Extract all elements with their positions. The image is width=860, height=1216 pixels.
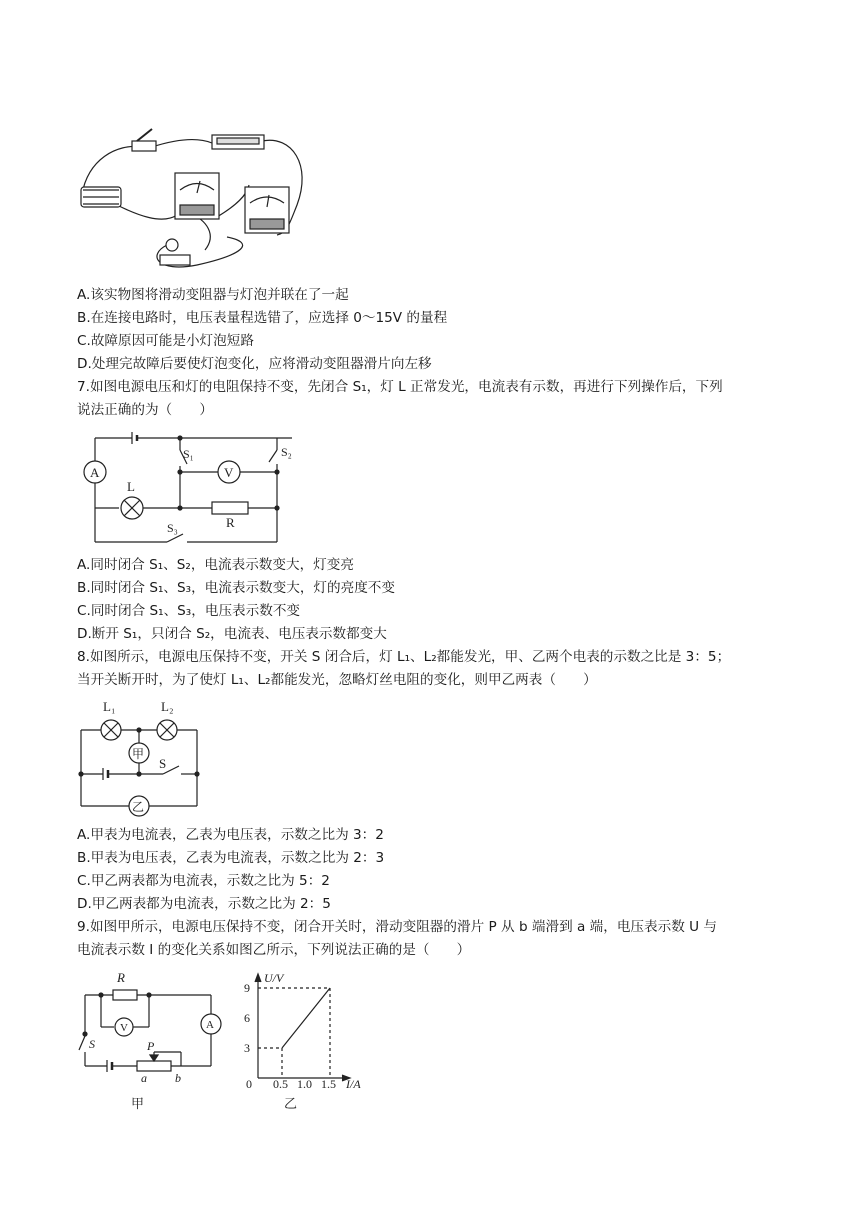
switch-s1-label: S₁: [183, 447, 194, 461]
q6-option-a: A.该实物图将滑动变阻器与灯泡并联在了一起: [77, 287, 349, 303]
q9-u-i-graph: [236, 968, 366, 1116]
x-axis-label: I/A: [346, 1077, 361, 1091]
q9-stem-line2: 电流表示数 I 的变化关系如图乙所示，下列说法正确的是（ ）: [77, 942, 471, 958]
q8-stem-line2: 当开关断开时，为了使灯 L₁、L₂都能发光，忽略灯丝电阻的变化，则甲乙两表（ ）: [77, 672, 597, 688]
meter-jia-label: 甲: [132, 747, 145, 761]
x-tick-label: 1.0: [297, 1077, 312, 1091]
q6-option-c: C.故障原因可能是小灯泡短路: [77, 333, 254, 349]
meter-yi-label: 乙: [132, 800, 145, 814]
q7-option-c: C.同时闭合 S₁、S₃，电压表示数不变: [77, 603, 301, 619]
switch-s-label: S: [159, 756, 167, 771]
caption-jia: 甲: [131, 1096, 145, 1111]
q8-option-d: D.甲乙两表都为电流表，示数之比为 2：5: [77, 896, 331, 912]
q6-option-d: D.处理完故障后要使灯泡变化，应将滑动变阻器滑片向左移: [77, 356, 432, 372]
q6-apparatus-figure: [77, 125, 327, 275]
q8-stem-line1: 8.如图所示，电源电压保持不变，开关 S 闭合后，灯 L₁、L₂都能发光，甲、乙两个电表的示数之比是 3：5；: [77, 649, 731, 665]
end-a-label: a: [141, 1071, 147, 1085]
q7-circuit-figure: [77, 428, 307, 550]
y-tick-label: 9: [244, 981, 250, 995]
ammeter-label: A: [206, 1019, 214, 1031]
rheostat-symbol: [137, 1061, 171, 1071]
resistor-label: R: [226, 515, 235, 530]
switch-s3-label: S₃: [167, 521, 178, 535]
end-b-label: b: [175, 1071, 181, 1085]
y-axis-label: U/V: [264, 971, 284, 985]
q6-option-b: B.在连接电路时，电压表量程选错了，应选择 0～15V 的量程: [77, 310, 448, 326]
x-tick-label: 0.5: [273, 1077, 288, 1091]
resistor-symbol: [212, 502, 248, 514]
switch-s2-label: S₂: [281, 445, 292, 459]
q7-option-d: D.断开 S₁，只闭合 S₂，电流表、电压表示数都变大: [77, 626, 387, 642]
voltmeter-label: V: [120, 1022, 128, 1034]
q8-circuit-figure: [77, 698, 217, 818]
q8-option-b: B.甲表为电压表，乙表为电流表，示数之比为 2：3: [77, 850, 385, 866]
y-tick-label: 6: [244, 1011, 250, 1025]
lamp-label: L: [127, 479, 135, 494]
ammeter-label: A: [90, 465, 100, 480]
voltmeter-label: V: [224, 465, 234, 480]
l1-label: L₁: [103, 699, 116, 714]
resistor-r-symbol: [113, 990, 137, 1000]
resistor-r-label: R: [117, 970, 125, 985]
q8-option-a: A.甲表为电流表，乙表为电压表，示数之比为 3：2: [77, 827, 384, 843]
q7-stem-line1: 7.如图电源电压和灯的电阻保持不变，先闭合 S₁，灯 L 正常发光，电流表有示数，再进行下列操作后，下列: [77, 379, 723, 395]
q8-option-c: C.甲乙两表都为电流表，示数之比为 5：2: [77, 873, 330, 889]
switch-s-label: S: [89, 1037, 95, 1051]
caption-yi: 乙: [284, 1096, 298, 1111]
data-line: [282, 988, 330, 1048]
q7-option-a: A.同时闭合 S₁、S₂，电流表示数变大，灯变亮: [77, 557, 354, 573]
origin-label: 0: [246, 1077, 252, 1091]
q7-stem-line2: 说法正确的为（ ）: [77, 402, 213, 418]
l2-label: L₂: [161, 699, 174, 714]
q9-stem-line1: 9.如图甲所示，电源电压保持不变，闭合开关时，滑动变阻器的滑片 P 从 b 端滑到 a 端，电压表示数 U 与: [77, 919, 717, 935]
q9-circuit-figure: [77, 968, 227, 1116]
x-tick-label: 1.5: [321, 1077, 336, 1091]
slider-p-label: P: [147, 1039, 155, 1053]
y-tick-label: 3: [244, 1041, 250, 1055]
q7-option-b: B.同时闭合 S₁、S₃，电流表示数变大，灯的亮度不变: [77, 580, 395, 596]
